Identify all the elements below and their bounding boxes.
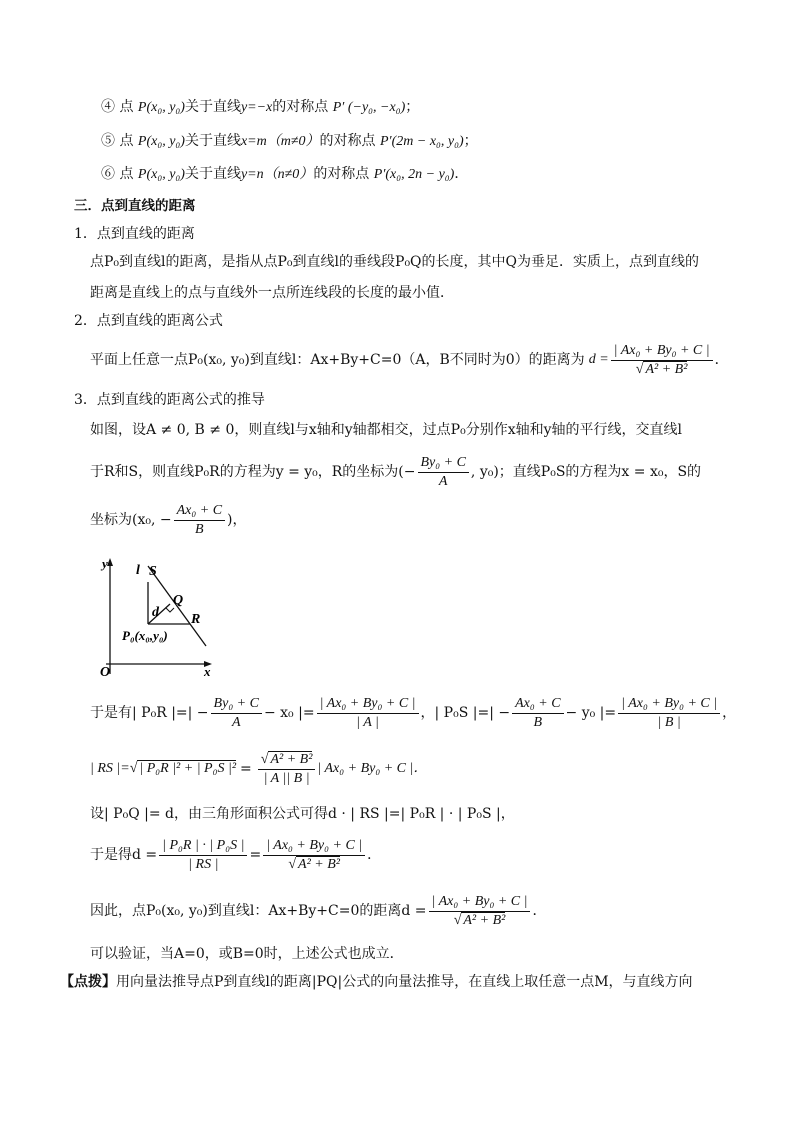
svg-text:l: l — [136, 563, 140, 578]
distance-formula-line: 平面上任意一点P₀(x₀, y₀)到直线l：Ax+By+C=0（A，B不同时为0）的距离为 d = $\frac{\text{| Ax₀ + By₀ + C |}}{\text{√ A² + B²}}$ ． — [90, 342, 729, 377]
paragraph-line: 设| P₀Q |= d，由三角形面积公式可得d · | RS |=| P₀R | · | P₀S |， — [90, 806, 515, 822]
tip-label: 【点拨】 — [60, 974, 116, 990]
item-5: ⑤ 点 P(x₀, y₀)关于直线x=m（m≠0）的对称点 P′(2m − x₀, y₀)； — [101, 133, 478, 149]
item-number: ④ — [101, 99, 115, 115]
distance-diagram — [96, 552, 226, 682]
svg-text:x: x — [204, 664, 211, 679]
svg-text:P₀(x₀,y₀): P₀(x₀,y₀) — [122, 628, 168, 643]
svg-text:d: d — [152, 605, 159, 620]
paragraph-line: 坐标为(x₀, − $\frac{\text{Ax₀ + C}}{B}$ )， — [90, 502, 247, 537]
svg-text:S: S — [149, 564, 157, 579]
paragraph-line: 点P₀到直线l的距离，是指从点P₀到直线l的垂线段P₀Q的长度，其中Q为垂足．实质上，点到直线的 — [90, 254, 700, 270]
paragraph-line: 于R和S，则直线P₀R的方程为y = y₀，R的坐标为(− $\frac{\text{By₀ + C}}{A}$ , y₀)；直线P₀S的方程为x = x₀，S的 — [90, 454, 702, 489]
tip-paragraph: 【点拨】用向量法推导点P到直线l的距离|PQ|公式的向量法推导，在直线上取任意一点M，与直线方向 — [60, 974, 693, 990]
item-6: ⑥ 点 P(x₀, y₀)关于直线y=n（n≠0）的对称点 P′(x₀, 2n − y₀)． — [101, 166, 469, 182]
svg-text:Q: Q — [173, 593, 184, 608]
subsection-heading: 1．点到直线的距离 — [74, 226, 195, 242]
equation-p0r-p0s: 于是有| P₀R |=| − $\frac{\text{By₀ + C}}{A}$ − x₀ |= $\frac{\text{| Ax₀ + By₀ + C |}}{| A |}$ ，| P₀S |=| − $\frac{\text{Ax₀ + C}}{B}$ − y₀ |= $\frac{\text{| Ax₀ + By₀ + C |}}{| B |}$ ， — [90, 695, 737, 730]
svg-text:R: R — [191, 612, 201, 627]
section-heading: 三．点到直线的距离 — [74, 198, 196, 214]
paragraph-line: 可以验证，当A=0，或B=0时，上述公式也成立． — [90, 946, 404, 962]
item-number: ⑤ — [101, 133, 115, 149]
svg-text:y: y — [102, 556, 108, 571]
right-angle-mark — [166, 608, 174, 612]
subsection-heading: 3．点到直线的距离公式的推导 — [74, 392, 265, 408]
paragraph-line: 如图，设A ≠ 0, B ≠ 0，则直线l与x轴和y轴都相交，过点P₀分别作x轴和y轴的平行线，交直线l — [90, 422, 682, 438]
item-4: ④ 点 P(x₀, y₀)关于直线y=−x的对称点 P′ (−y₀, −x₀)； — [101, 99, 420, 115]
item-number: ⑥ — [101, 166, 115, 182]
y-axis-arrow-icon — [107, 558, 113, 566]
svg-text:O: O — [100, 665, 111, 680]
conclusion-line: 因此，点P₀(x₀, y₀)到直线l：Ax+By+C=0的距离d = $\frac{\text{| Ax₀ + By₀ + C |}}{\text{√ A² + B²}}$ ． — [90, 893, 547, 928]
distance-fraction: $\frac{\text{| Ax₀ + By₀ + C |}}{\text{√ A² + B²}}$ — [611, 342, 713, 379]
subsection-heading: 2．点到直线的距离公式 — [74, 313, 223, 329]
equation-rs: | RS |= √ | P₀R |² + | P₀S |² = $\frac{\text{√ A² + B²}}{| A || B |}$ | Ax₀ + By₀ + C |． — [90, 751, 428, 786]
equation-d: 于是得d = $\frac{\text{| P₀R | · | P₀S |}}{| RS |}$ = $\frac{\text{| Ax₀ + By₀ + C |}}{\text{√ A² + B²}}$ ． — [90, 837, 382, 872]
paragraph-line: 距离是直线上的点与直线外一点所连线段的长度的最小值． — [90, 285, 454, 301]
